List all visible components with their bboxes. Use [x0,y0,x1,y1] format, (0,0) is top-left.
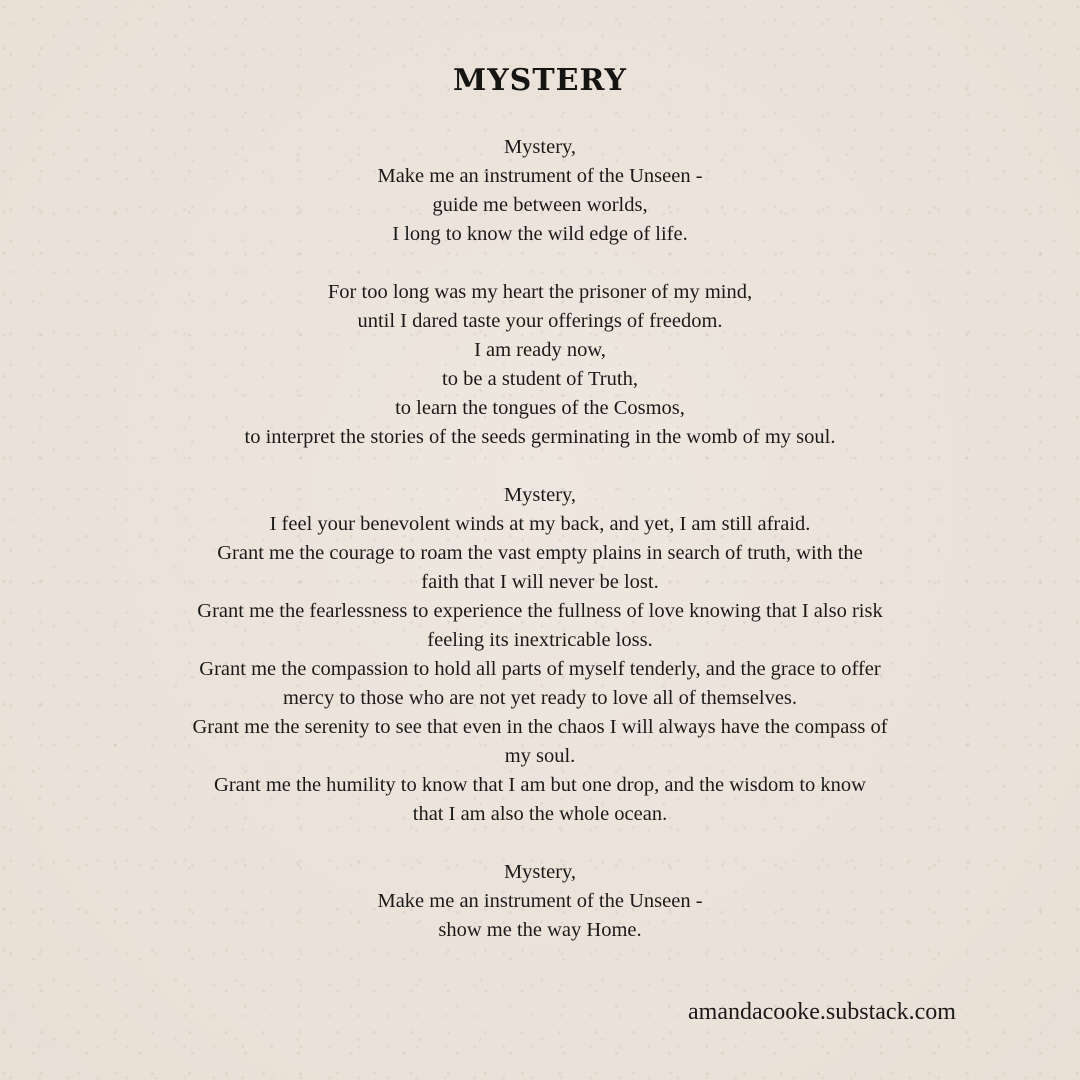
poem-line: Grant me the humility to know that I am but one drop, and the wisdom to know [214,774,866,796]
stanza-4 [160,858,920,945]
poem-line: mercy to those who are not yet ready to love all of themselves. [282,687,798,709]
author-url: amandacooke.substack.com [688,999,956,1025]
poem-line: feeling its inextricable loss. [427,629,653,651]
poem-line: show me the way Home. [438,919,642,941]
poem-line: Grant me the serenity to see that even in the chaos I will always have the compass of [192,716,888,738]
poem-line: Grant me the courage to roam the vast empty plains in search of truth, with the [217,542,863,564]
poem-line: Make me an instrument of the Unseen - [377,890,703,912]
poem-body [160,133,920,974]
poem-line: my soul. [504,745,576,767]
poem-line: I am ready now, [474,339,606,361]
poem-line: Mystery, [503,861,577,883]
poem-line: Grant me the fearlessness to experience the fullness of love knowing that I also risk [197,600,883,622]
poem-line: Mystery, [503,136,577,158]
poem-line: Mystery, [503,484,577,506]
poem-line: to be a student of Truth, [442,368,638,390]
poem-line: until I dared taste your offerings of freedom. [357,310,723,332]
stanza-3 [160,481,920,829]
poem-line: to interpret the stories of the seeds germinating in the womb of my soul. [244,426,836,448]
poem-line: I feel your benevolent winds at my back, and yet, I am still afraid. [269,513,811,535]
poem-line: guide me between worlds, [432,194,648,216]
poem-line: faith that I will never be lost. [421,571,659,593]
stanza-1 [160,133,920,249]
poem-line: to learn the tongues of the Cosmos, [395,397,685,419]
poem-line: Make me an instrument of the Unseen - [377,165,703,187]
stanza-2 [160,278,920,452]
poem-title: MYSTERY [453,63,627,98]
poem-line: I long to know the wild edge of life. [392,223,688,245]
poem-line: Grant me the compassion to hold all parts of myself tenderly, and the grace to offer [199,658,881,680]
poem-line: that I am also the whole ocean. [412,803,668,825]
poem-line: For too long was my heart the prisoner of my mind, [327,281,753,303]
